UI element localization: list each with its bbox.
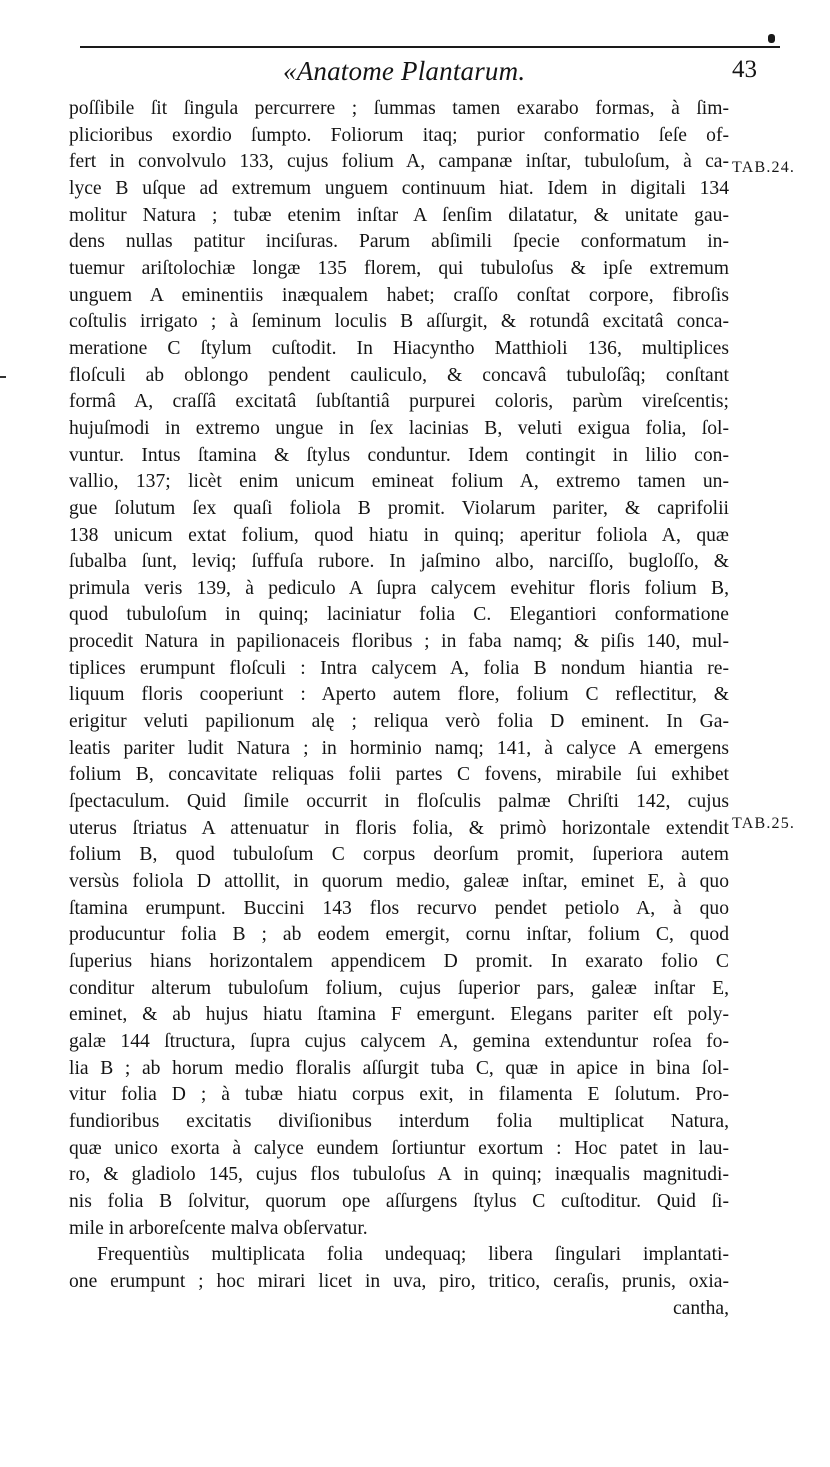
text-line: conditur alterum tubuloſum folium, cujus ſuperior pars, galeæ inſtar E,	[69, 977, 729, 999]
header-rule	[80, 46, 780, 48]
text-line: plicioribus exordio ſumpto. Foliorum itaq; purior conformatio ſeſe of-	[69, 124, 729, 146]
text-line: procedit Natura in papilionaceis floribus ; in faba namq; & piſis 140, mul-	[69, 631, 729, 653]
body-text	[69, 96, 729, 1322]
text-line: erigitur veluti papilionum alę ; reliqua verò folia D eminent. In Ga-	[69, 711, 729, 733]
text-line: vallio, 137; licèt enim unicum emineat folium A, extremo tamen un-	[69, 471, 729, 493]
text-line: quæ unico exorta à calyce eundem ſortiuntur exortum : Hoc patet in lau-	[69, 1137, 729, 1159]
ink-blot	[768, 34, 775, 43]
text-line: vuntur. Intus ſtamina & ſtylus conduntur. Idem contingit in lilio con-	[69, 444, 729, 466]
text-line: coſtulis irrigato ; à ſeminum loculis B aſſurgit, & rotundâ excitatâ conca-	[69, 311, 729, 333]
text-line: mile in arboreſcente malva obſervatur.	[69, 1217, 368, 1239]
text-line: folium B, concavitate reliquas folii partes C fovens, mirabile ſui exhibet	[69, 764, 729, 786]
text-line: versùs foliola D attollit, in quorum medio, galeæ inſtar, eminet E, à quo	[69, 871, 729, 893]
text-line: 138 unicum extat folium, quod hiatu in quinq; aperitur foliola A, quæ	[69, 524, 729, 546]
text-line: quod tubuloſum in quinq; laciniatur folia C. Elegantiori conformatione	[69, 604, 729, 626]
text-line: eminet, & ab hujus hiatu ſtamina F emergunt. Elegans pariter eſt poly-	[69, 1004, 729, 1026]
text-line: poſſibile ſit ſingula percurrere ; ſummas tamen exarabo formas, à ſim-	[69, 98, 729, 119]
text-line: hujuſmodi in extremo ungue in ſex lacinias B, veluti exigua folia, ſol-	[69, 417, 729, 439]
text-line: leatis pariter ludit Natura ; in horminio namq; 141, à calyce A emergens	[69, 737, 729, 759]
text-line: liquum floris cooperiunt : Aperto autem flore, folium C reflectitur, &	[69, 684, 729, 706]
text-line: nis folia B ſolvitur, quorum ope aſſurgens ſtylus C cuſtoditur. Quid ſi-	[69, 1190, 729, 1212]
text-line: producuntur folia B ; ab eodem emergit, cornu inſtar, folium C, quod	[69, 924, 729, 946]
text-line: fert in convolvulo 133, cujus folium A, campanæ inſtar, tubuloſum, à ca-	[69, 151, 729, 173]
text-line: ſpectaculum. Quid ſimile occurrit in floſculis palmæ Chriſti 142, cujus	[69, 791, 729, 813]
text-line: vitur folia D ; à tubæ hiatu corpus exit, in filamenta E ſolutum. Pro-	[69, 1084, 729, 1106]
text-line: ſubalba ſunt, leviq; ſuffuſa rubore. In jaſmino albo, narciſſo, bugloſſo, &	[69, 551, 729, 573]
text-line: formâ A, craſſâ excitatâ ſubſtantiâ purpurei coloris, parùm vireſcentis;	[69, 391, 729, 413]
text-line: ſtamina erumpunt. Buccini 143 flos recurvo pendet petiolo A, à quo	[69, 897, 729, 919]
margin-note-tab-25: TAB.25.	[732, 815, 796, 832]
margin-note-tab-24: TAB.24.	[732, 159, 796, 176]
text-line: fundioribus excitatis diviſionibus interdum folia multiplicat Natura,	[69, 1110, 729, 1132]
page-edge-mark	[0, 376, 6, 378]
page-number: 43	[732, 56, 757, 83]
catchword: cantha,	[672, 1297, 729, 1319]
text-line: lyce B uſque ad extremum unguem continuum hiat. Idem in digitali 134	[69, 177, 729, 199]
text-line: ſuperius hians horizontalem appendicem D promit. In exarato folio C	[69, 951, 729, 972]
text-line: uterus ſtriatus A attenuatur in floris folia, & primò horizontale extendit	[69, 817, 729, 839]
text-line: gue ſolutum ſex quaſi foliola B promit. Violarum pariter, & caprifolii	[69, 497, 729, 519]
text-line: galæ 144 ſtructura, ſupra cujus calycem A, gemina extenduntur roſea fo-	[69, 1030, 729, 1052]
text-line: dens nullas patitur inciſuras. Parum abſimili ſpecie conformatum in-	[69, 231, 729, 253]
text-line: folium B, quod tubuloſum C corpus deorſum promit, ſuperiora autem	[69, 844, 729, 866]
text-line: primula veris 139, à pediculo A ſupra calycem evehitur floris folium B,	[69, 577, 729, 599]
text-line: floſculi ab oblongo pendent cauliculo, & concavâ tubuloſâq; conſtant	[69, 364, 729, 386]
paragraph-first-line: Frequentiùs multiplicata folia undequaq; libera ſingulari implantati-	[97, 1244, 729, 1266]
text-line: meratione C ſtylum cuſtodit. In Hiacyntho Matthioli 136, multiplices	[69, 337, 729, 359]
text-line: ro, & gladiolo 145, cujus flos tubuloſus A in quinq; inæqualis magnitudi-	[69, 1164, 729, 1186]
text-line: unguem A eminentiis inæqualem habet; craſſo conſtat corpore, fibroſis	[69, 284, 729, 306]
text-line: tiplices erumpunt floſculi : Intra calycem A, folia B nondum hiantia re-	[69, 657, 729, 679]
running-head-title: «Anatome Plantarum.	[283, 56, 526, 86]
text-line: one erumpunt ; hoc mirari licet in uva, piro, tritico, ceraſis, prunis, oxia-	[69, 1270, 729, 1292]
text-line: lia B ; ab horum medio floralis aſſurgit tuba C, quæ in apice in bina ſol-	[69, 1057, 729, 1079]
text-line: tuemur ariſtolochiæ longæ 135 florem, qui tubuloſus & ipſe extremum	[69, 257, 729, 279]
text-line: molitur Natura ; tubæ etenim inſtar A ſenſim dilatatur, & unitate gau-	[69, 204, 729, 226]
